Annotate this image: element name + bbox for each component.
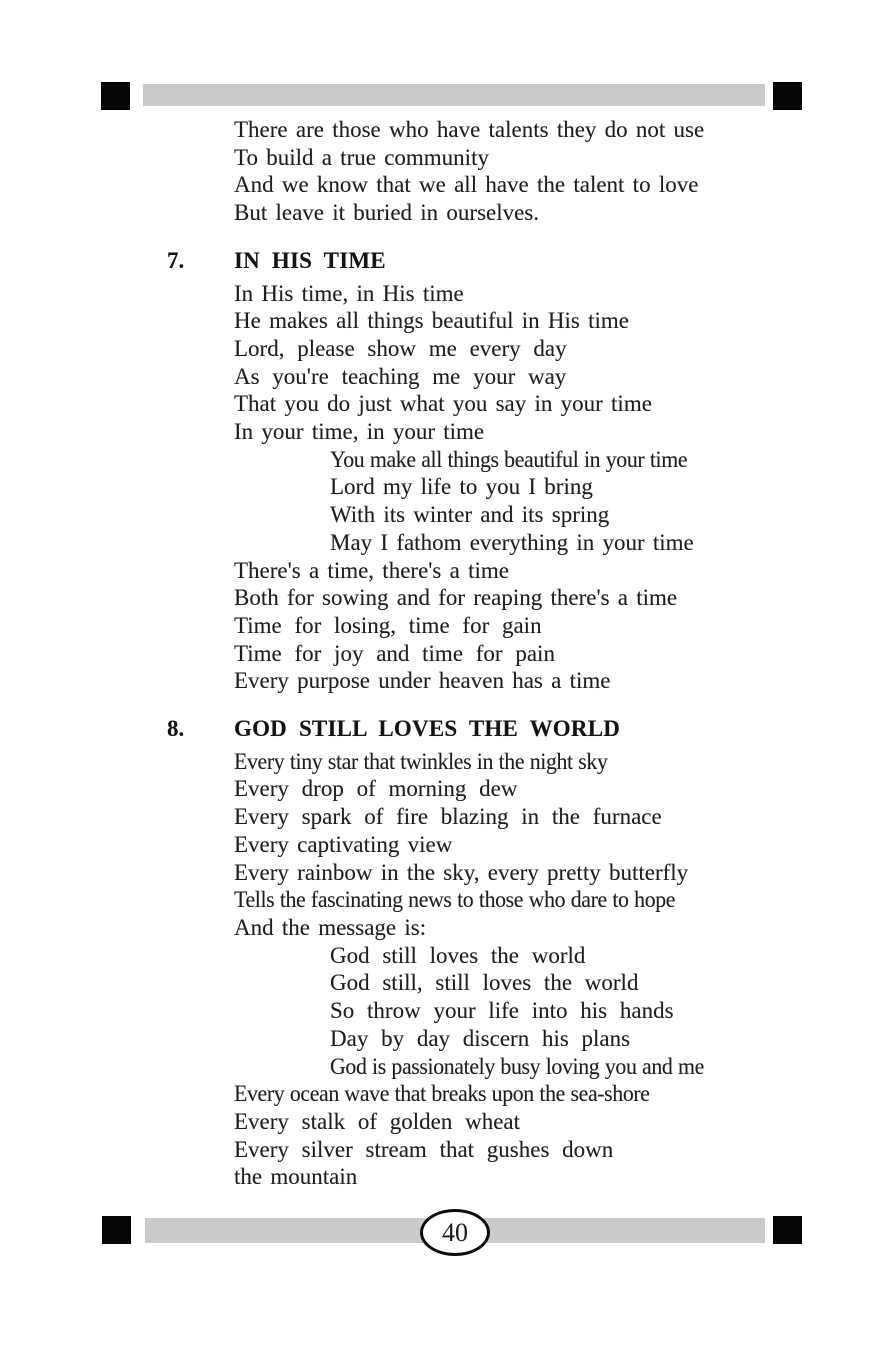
song-title: GOD STILL LOVES THE WORLD	[234, 716, 621, 742]
footer-left-square-ornament	[102, 1216, 131, 1244]
lyric-line: And we know that we all have the talent to love	[234, 172, 699, 198]
lyric-line: But leave it buried in ourselves.	[234, 200, 540, 226]
lyric-line: In His time, in His time	[234, 280, 464, 306]
lyric-line: Time for losing, time for gain	[234, 612, 542, 638]
lyric-line: Day by day discern his plans	[330, 1025, 631, 1051]
lyric-line: Every ocean wave that breaks upon the sea-shore	[234, 1081, 650, 1107]
lyric-line: As you're teaching me your way	[234, 363, 567, 389]
song-title: IN HIS TIME	[234, 247, 386, 273]
song-number: 7.	[167, 247, 185, 273]
page-number-badge	[420, 1209, 490, 1256]
lyric-line: Every drop of morning dew	[234, 776, 518, 802]
lyric-line: To build a true community	[234, 144, 489, 170]
header-rule-bar	[143, 84, 765, 106]
lyric-line: Lord, please show me every day	[234, 335, 567, 361]
lyric-line: And the message is:	[234, 914, 427, 940]
lyric-line: God is passionately busy loving you and me	[330, 1053, 704, 1079]
lyric-line: He makes all things beautiful in His time	[234, 308, 630, 334]
song-section	[167, 247, 746, 695]
songs	[167, 247, 746, 1191]
lyric-line: God still, still loves the world	[330, 970, 639, 996]
song-heading	[167, 247, 746, 275]
lyric-line: Every stalk of golden wheat	[234, 1108, 521, 1134]
lyric-line: Lord my life to you I bring	[330, 474, 593, 500]
lyric-line: In your time, in your time	[234, 419, 485, 445]
lyric-line: May I fathom everything in your time	[330, 529, 694, 555]
lyric-line: So throw your life into his hands	[330, 998, 674, 1024]
lyric-line: Every silver stream that gushes down	[234, 1136, 614, 1162]
lyrics-content	[167, 116, 746, 1191]
lyric-line: Tells the fascinating news to those who dare to hope	[234, 887, 676, 913]
page-number: 40	[442, 1217, 468, 1247]
lyric-line: You make all things beautiful in your time	[330, 446, 688, 472]
lyric-line: Every tiny star that twinkles in the night sky	[234, 748, 608, 774]
lyric-line: God still loves the world	[330, 942, 586, 968]
lyric-line: There are those who have talents they do not use	[234, 117, 705, 142]
song-heading	[167, 715, 746, 743]
lyric-line: Every spark of fire blazing in the furnace	[234, 804, 662, 830]
song-number: 8.	[167, 716, 185, 742]
lyric-line: There's a time, there's a time	[234, 557, 509, 583]
lyric-line: Time for joy and time for pain	[234, 640, 555, 666]
lyric-line: That you do just what you say in your time	[234, 391, 652, 417]
header-left-square-ornament	[101, 82, 130, 110]
header-right-square-ornament	[773, 82, 802, 110]
continuation-stanza	[234, 116, 746, 227]
lyric-line: the mountain	[234, 1164, 358, 1190]
lyric-line: Every rainbow in the sky, every pretty butterfly	[234, 859, 689, 885]
lyric-line: Every captivating view	[234, 831, 453, 857]
footer-right-square-ornament	[773, 1216, 802, 1244]
song-section	[167, 715, 746, 1191]
lyric-line: With its winter and its spring	[330, 502, 610, 528]
lyric-line: Both for sowing and for reaping there's a time	[234, 585, 678, 611]
lyric-line: Every purpose under heaven has a time	[234, 668, 611, 694]
